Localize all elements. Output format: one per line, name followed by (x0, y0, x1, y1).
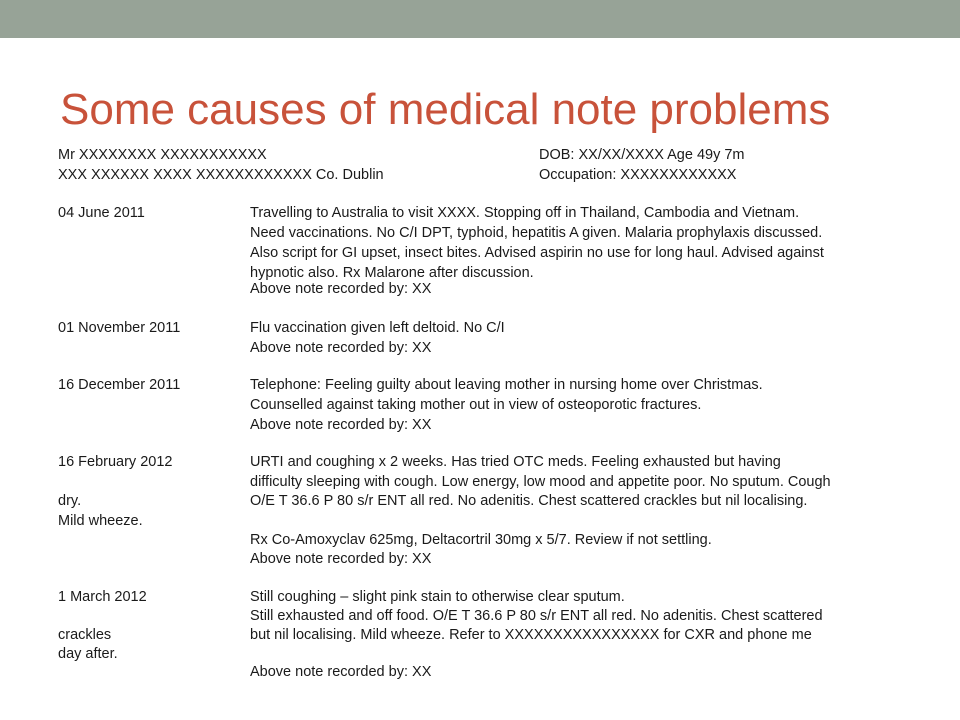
entry-line: Still exhausted and off food. O/E T 36.6 P 80 s/r ENT all red. No adenitis. Chest scattered (250, 608, 823, 624)
entry-line: Still coughing – slight pink stain to otherwise clear sputum. (250, 589, 625, 605)
entry-wrap-text: day after. (58, 646, 118, 662)
entry-line: URTI and coughing x 2 weeks. Has tried OTC meds. Feeling exhausted but having (250, 454, 781, 470)
entry-line: Rx Co-Amoxyclav 625mg, Deltacortril 30mg x 5/7. Review if not settling. (250, 532, 712, 548)
entry-recorded-by: Above note recorded by: XX (250, 281, 432, 297)
entry-wrap-text: crackles (58, 627, 112, 643)
entry-line: Need vaccinations. No C/I DPT, typhoid, hepatitis A given. Malaria prophylaxis discussed. (250, 225, 823, 241)
entry-line: but nil localising. Mild wheeze. Refer to XXXXXXXXXXXXXXXX for CXR and phone me (250, 627, 812, 643)
entry-date: 16 December 2011 (58, 377, 181, 393)
entry-recorded-by: Above note recorded by: XX (250, 417, 432, 433)
patient-address: XXX XXXXXX XXXX XXXXXXXXXXXX Co. Dublin (58, 167, 384, 183)
entry-wrap-text: Mild wheeze. (58, 513, 143, 529)
slide-title: Some causes of medical note problems (60, 85, 831, 134)
entry-line: difficulty sleeping with cough. Low energy, low mood and appetite poor. No sputum. Cough (250, 474, 831, 490)
entry-line: O/E T 36.6 P 80 s/r ENT all red. No adenitis. Chest scattered crackles but nil localising. (250, 493, 808, 509)
patient-dob: DOB: XX/XX/XXXX Age 49y 7m (539, 147, 745, 163)
entry-line: Flu vaccination given left deltoid. No C/I (250, 320, 505, 336)
entry-wrap-text: dry. (58, 493, 82, 509)
entry-line: Also script for GI upset, insect bites. Advised aspirin no use for long haul. Advised against (250, 245, 824, 261)
slide-top-band (0, 0, 960, 38)
entry-date: 04 June 2011 (58, 205, 145, 221)
entry-date: 16 February 2012 (58, 454, 173, 470)
patient-occupation: Occupation: XXXXXXXXXXXX (539, 167, 737, 183)
entry-date: 1 March 2012 (58, 589, 147, 605)
entry-line: Travelling to Australia to visit XXXX. Stopping off in Thailand, Cambodia and Vietnam. (250, 205, 800, 221)
entry-date: 01 November 2011 (58, 320, 181, 336)
entry-recorded-by: Above note recorded by: XX (250, 664, 432, 680)
entry-line: hypnotic also. Rx Malarone after discussion. (250, 265, 534, 281)
entry-recorded-by: Above note recorded by: XX (250, 551, 432, 567)
entry-line: Counselled against taking mother out in view of osteoporotic fractures. (250, 397, 702, 413)
patient-name: Mr XXXXXXXX XXXXXXXXXXX (58, 147, 267, 163)
entry-recorded-by: Above note recorded by: XX (250, 340, 432, 356)
entry-line: Telephone: Feeling guilty about leaving mother in nursing home over Christmas. (250, 377, 763, 393)
